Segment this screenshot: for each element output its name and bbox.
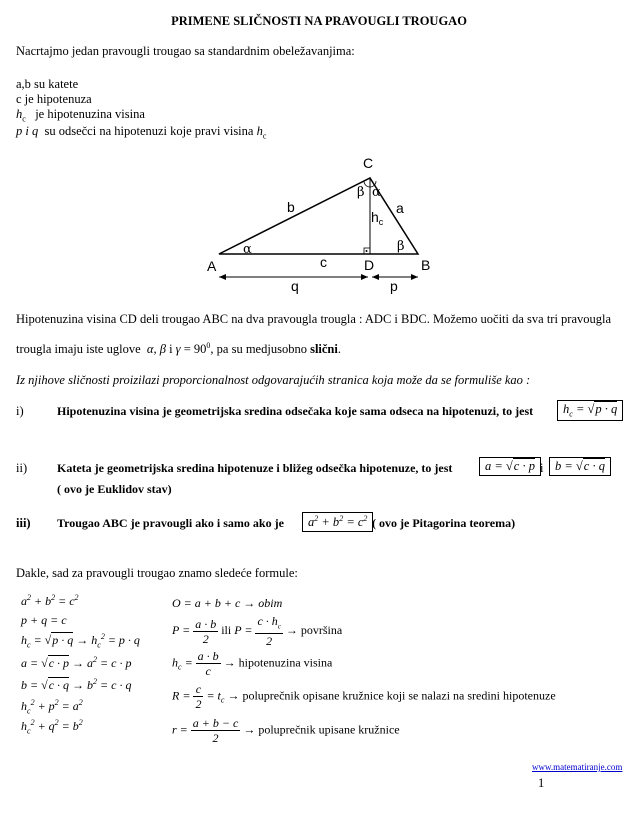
label-b: b xyxy=(287,199,295,215)
label-c: c xyxy=(320,254,327,270)
label-A: A xyxy=(207,258,217,274)
def-odsecci: p i q su odsečci na hipotenuzi koje pravi visina $h_c$ xyxy=(16,124,267,141)
label-q: q xyxy=(291,278,299,294)
item-i-text: Hipotenuzina visina je geometrijska sredina odsečaka koje sama odseca na hipotenuzi, to jest xyxy=(57,404,534,418)
page-number: 1 xyxy=(538,776,545,790)
label-D: D xyxy=(364,257,375,273)
def-visina: $h_c$ je hipotenuzina visina xyxy=(16,107,145,124)
formula-povrsina: P = $\frac{a \cdot b}{2}$ ili P = $\frac{c \cdot h_c}{2}$ → površina xyxy=(172,614,343,649)
page-title: PRIMENE SLIČNOSTI NA PRAVOUGLI TROUGAO xyxy=(171,14,467,28)
formula-left-4: $a = √c \cdot p \to a^2 = c \cdot p$ xyxy=(21,655,132,670)
item-iii-note: ( ovo je Pitagorina teorema) xyxy=(372,516,516,530)
angle-beta-C: β xyxy=(357,185,365,200)
conclusion-text: Dakle, sad za pravougli trougao znamo sledeće formule: xyxy=(16,566,298,580)
formula-r: r = $\frac{a + b - c}{2}$ → poluprečnik upisane kružnice xyxy=(172,716,400,745)
hc-symbol: h xyxy=(16,107,23,121)
label-hc: $h_c$ xyxy=(371,209,384,227)
footer-link[interactable]: www.matematiranje.com xyxy=(532,762,623,772)
item-ii-note: ( ovo je Euklidov stav) xyxy=(57,482,172,496)
formula-left-3: $h_c = √p \cdot q \to h_c^2 = p \cdot q$ xyxy=(21,632,140,650)
paragraph-3: Iz njihove sličnosti proizilazi proporcionalnost odgovarajućih stranica koja može da se formuliše kao : xyxy=(16,373,531,387)
formula-a-box: a = √c · p xyxy=(479,457,541,476)
intro-text: Nacrtajmo jedan pravougli trougao sa standardnim obeležavanjima: xyxy=(16,44,355,58)
formula-visina: $h_c$ = $\frac{a \cdot b}{c}$ → hipotenuzina visina xyxy=(172,649,333,678)
formula-hc-box: $h_c = √p \cdot q$ xyxy=(557,400,623,421)
paragraph-2: trougla imaju iste uglove α, β i $\gamma = 90^0$, pa su medjusobno slični. xyxy=(16,341,341,357)
angle-alpha-C: α xyxy=(372,185,381,200)
formula-left-6: $h_c^2 + p^2 = a^2$ xyxy=(21,698,83,716)
angle-alpha-A: α xyxy=(243,242,252,257)
formula-left-7: $h_c^2 + q^2 = b^2$ xyxy=(21,718,83,736)
formula-b-box: b = √c · q xyxy=(549,457,611,476)
paragraph-1: Hipotenuzina visina CD deli trougao ABC na dva pravougla trougla : ADC i BDC. Možemo uočiti da sva tri pravougla xyxy=(16,312,612,326)
label-a: a xyxy=(396,200,404,216)
item-iii-text: Trougao ABC je pravougli ako i samo ako je xyxy=(57,516,284,530)
formula-obim: O = a + b + c → obim xyxy=(172,596,283,610)
formula-left-2: p + q = c xyxy=(21,613,67,627)
def-katete: a,b su katete xyxy=(16,77,79,91)
label-B: B xyxy=(421,257,431,273)
def-hipotenuza: c je hipotenuza xyxy=(16,92,92,106)
triangle-figure xyxy=(0,150,638,300)
label-p: p xyxy=(390,278,398,294)
formula-R: R = $\frac{c}{2}$ = $t_c$ → poluprečnik opisane kružnice koji se nalazi na sredini hipotenuze xyxy=(172,682,556,711)
label-C: C xyxy=(363,155,374,171)
formula-left-5: $b = √c \cdot q \to b^2 = c \cdot q$ xyxy=(21,677,132,692)
item-ii-sep: i xyxy=(540,461,544,475)
angle-beta-B: β xyxy=(397,239,405,254)
item-iii-num: iii) xyxy=(16,516,31,530)
item-ii-num: ii) xyxy=(16,461,28,475)
item-i-num: i) xyxy=(16,404,24,418)
item-ii-text: Kateta je geometrijska sredina hipotenuze i bližeg odsečka hipotenuze, to jest xyxy=(57,461,453,475)
formula-left-1: $a^2 + b^2 = c^2$ xyxy=(21,593,79,608)
formula-pythagoras-box: $a^2 + b^2 = c^2$ xyxy=(302,512,373,532)
